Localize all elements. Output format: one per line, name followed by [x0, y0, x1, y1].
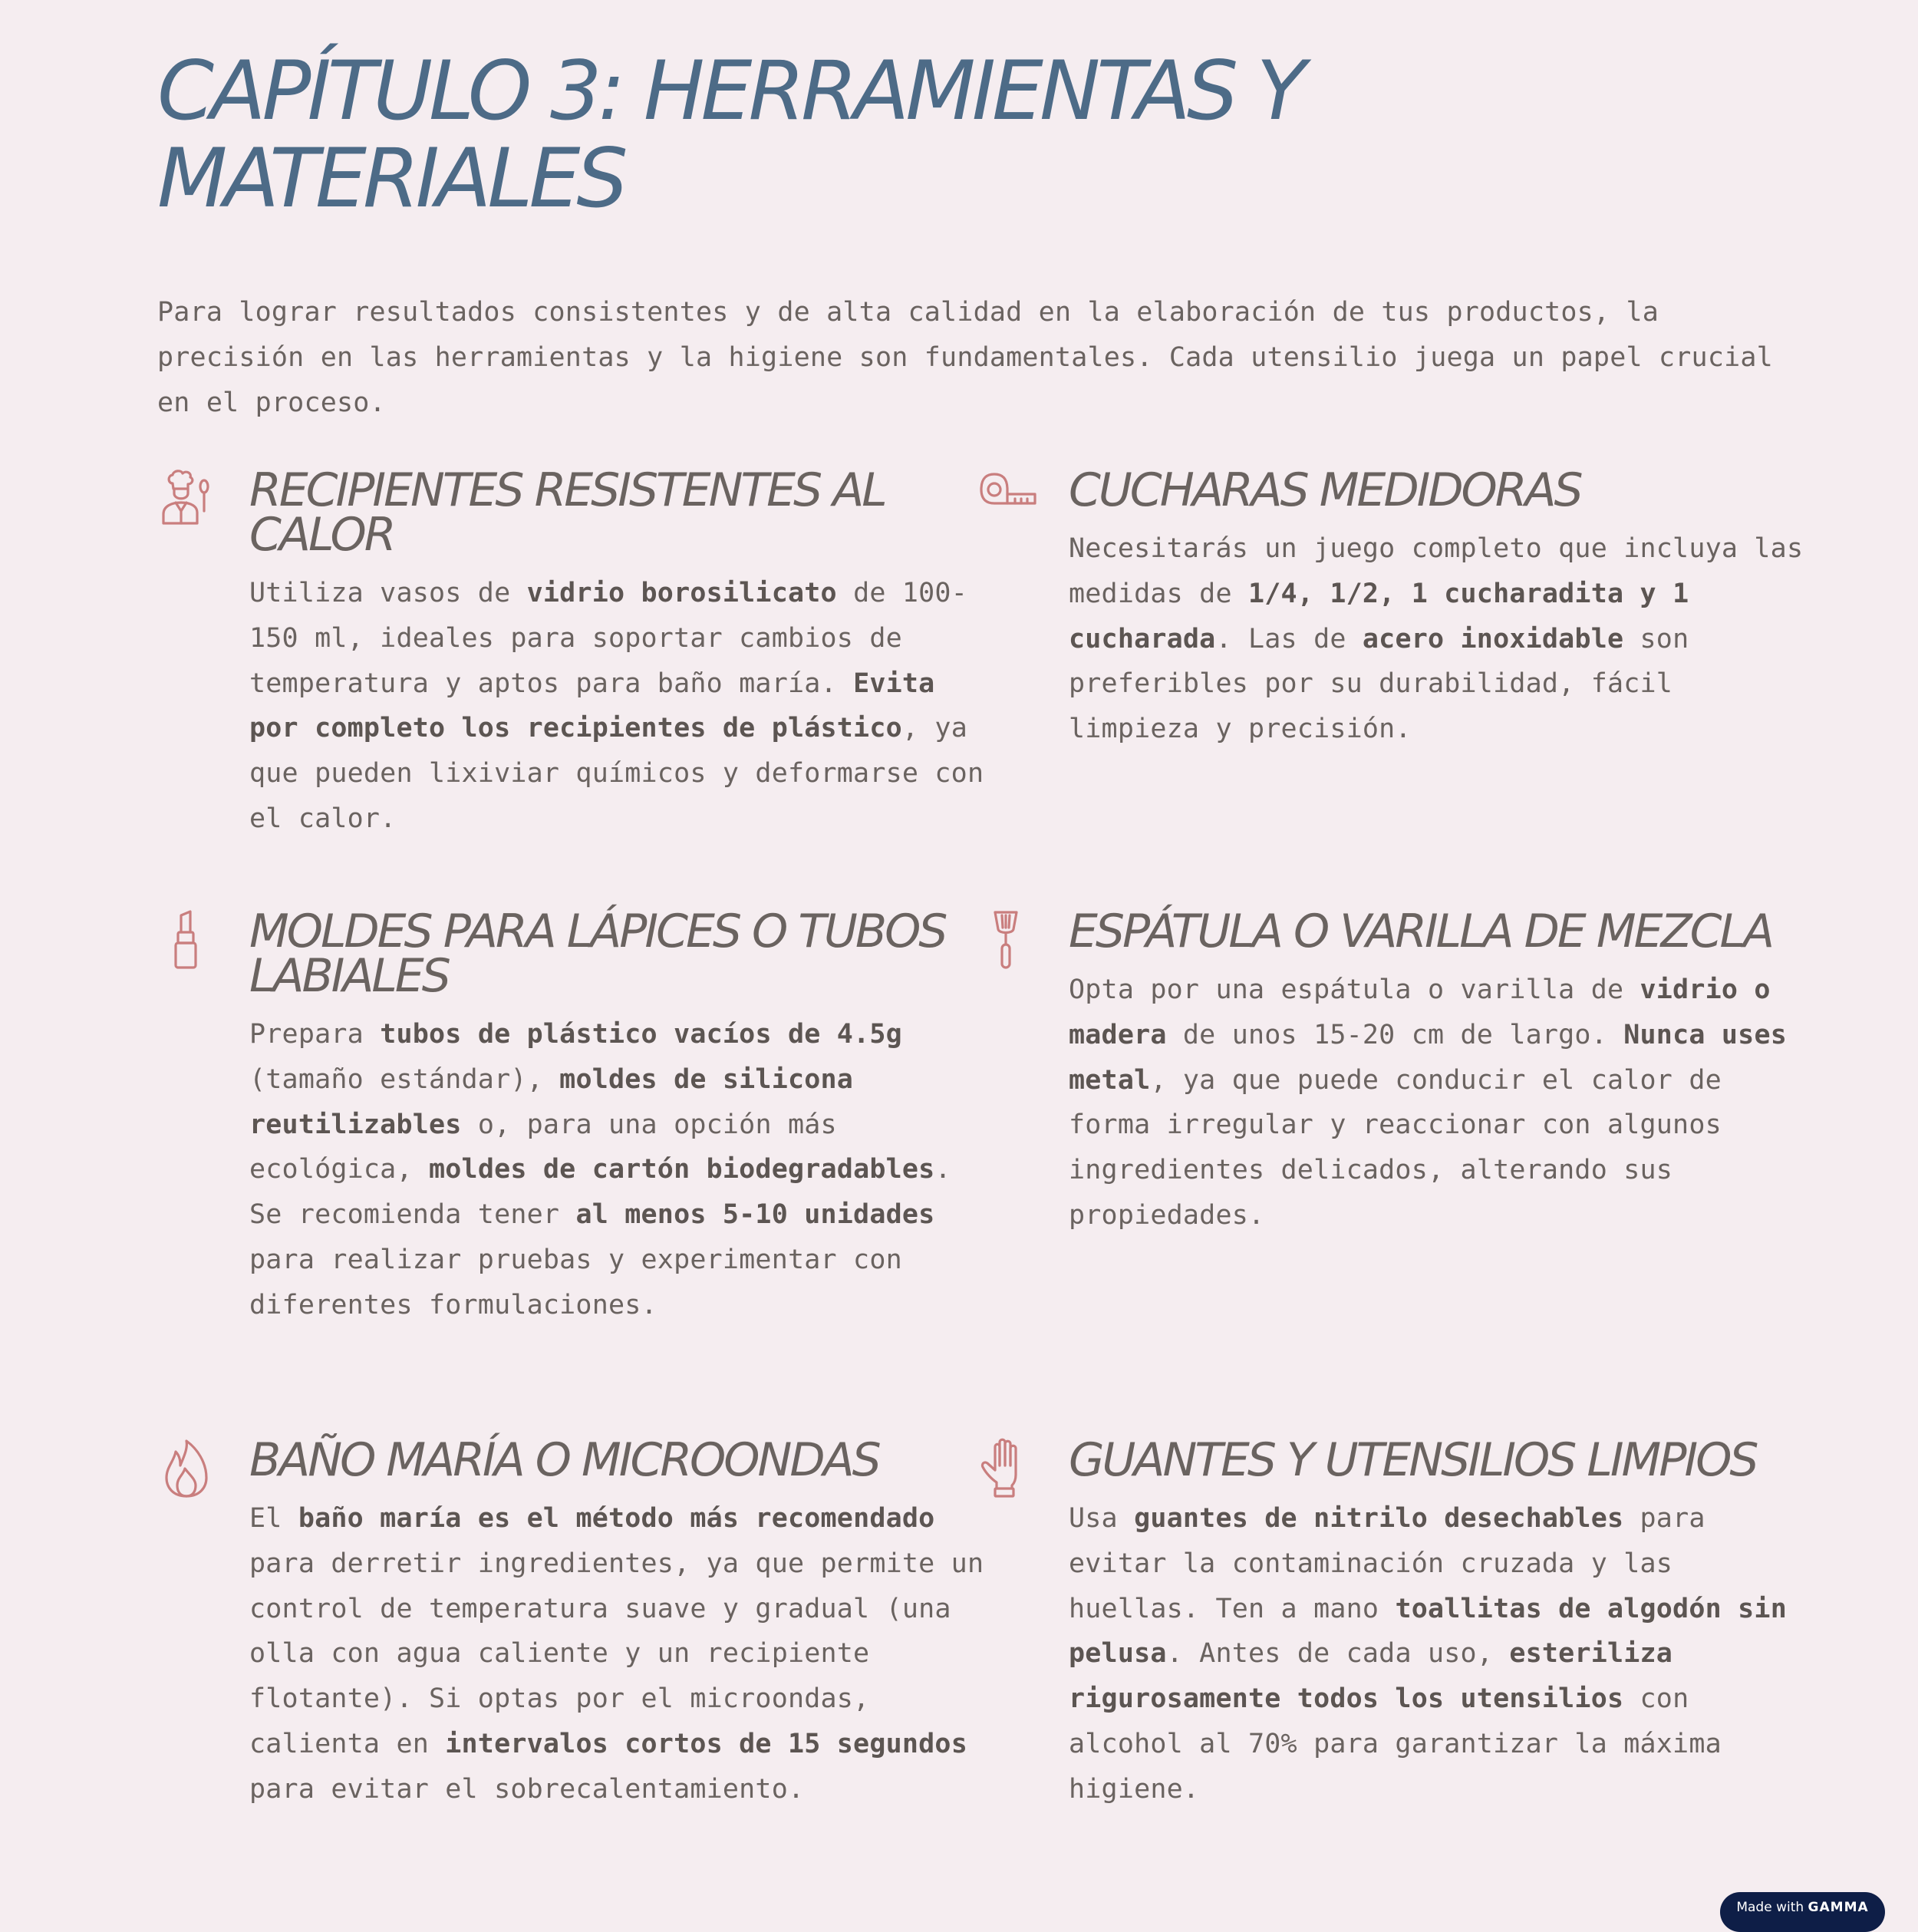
bold-text: moldes de silicona reutilizables	[249, 1063, 854, 1140]
card-title: GUANTES Y UTENSILIOS LIMPIOS	[1069, 1433, 1757, 1487]
card-heat-resistant-containers	[249, 463, 986, 842]
bold-text: intervalos cortos de 15 segundos	[445, 1728, 967, 1759]
bold-text: guantes de nitrilo desechables	[1134, 1503, 1624, 1534]
card-body: Necesitarás un juego completo que incluya las medidas de 1/4, 1/2, 1 cucharadita y 1 cucharada. Las de acero inoxidable son preferibles por su durabilidad, fácil limpieza y precisión.	[1069, 533, 1804, 745]
bold-text: toallitas de algodón sin pelusa	[1069, 1593, 1787, 1670]
bold-text: Evita por completo los recipientes de plástico	[249, 668, 935, 744]
flame-icon	[156, 1438, 217, 1499]
bold-text: 1/4, 1/2, 1 cucharadita y 1 cucharada	[1069, 578, 1689, 654]
tape-measure-icon	[975, 468, 1036, 529]
card-title: RECIPIENTES RESISTENTES AL CALOR	[249, 463, 885, 562]
intro-paragraph: Para lograr resultados consistentes y de alta calidad en la elaboración de tus productos, la precisión en las herramientas y la higiene son fundamentales. Cada utensilio juega un papel crucial en el proceso.	[157, 297, 1773, 418]
card-body: Prepara tubos de plástico vacíos de 4.5g (tamaño estándar), moldes de silicona reutilizables o, para una opción más ecológica, moldes de cartón biodegradables. Se recomienda tener al menos 5-10 unidades para realizar pruebas y experimentar con diferentes formulaciones.	[249, 1019, 951, 1320]
card-title: BAÑO MARÍA O MICROONDAS	[249, 1433, 879, 1487]
card-title: MOLDES PARA LÁPICES O TUBOS LABIALES	[249, 905, 946, 1003]
bold-text: vidrio o madera	[1069, 974, 1771, 1050]
bold-text: acero inoxidable	[1362, 623, 1624, 654]
card-measuring-spoons	[1069, 463, 1805, 752]
card-mixing-spatula	[1069, 905, 1805, 1238]
card-body: El baño maría es el método más recomendado para derretir ingredientes, ya que permite un control de temperatura suave y gradual (una olla con agua caliente y un recipiente flotante). Si optas por el microondas, calienta en intervalos cortos de 15 segundos para evitar el sobrecalentamiento.	[249, 1503, 984, 1805]
lipstick-icon	[156, 909, 217, 971]
card-gloves-clean-tools	[1069, 1433, 1805, 1812]
card-body: Utiliza vasos de vidrio borosilicato de 100-150 ml, ideales para soportar cambios de temperatura y aptos para baño maría. Evita por completo los recipientes de plástico, ya que pueden lixiviar químicos y deformarse con el calor.	[249, 578, 984, 834]
bold-text: baño maría es el método más recomendado	[298, 1503, 935, 1534]
bold-text: al menos 5-10 unidades	[575, 1199, 935, 1231]
bold-text: tubos de plástico vacíos de 4.5g	[380, 1019, 902, 1050]
card-water-bath	[249, 1433, 986, 1812]
glove-icon	[975, 1438, 1036, 1499]
card-body: Opta por una espátula o varilla de vidrio o madera de unos 15-20 cm de largo. Nunca uses metal, ya que puede conducir el calor de forma irregular y reaccionar con algunos ingredientes delicados, alterando sus propiedades.	[1069, 974, 1787, 1231]
bold-text: Nunca uses metal	[1069, 1019, 1787, 1096]
card-body: Usa guantes de nitrilo desechables para evitar la contaminación cruzada y las huellas. Ten a mano toallitas de algodón sin pelusa. Antes de cada uso, esteriliza rigurosamente todos los utensilios con alcohol al 70% para garantizar la máxima higiene.	[1069, 1503, 1787, 1805]
bold-text: esteriliza rigurosamente todos los utensilios	[1069, 1638, 1673, 1715]
made-with-gamma-badge[interactable]	[1720, 1892, 1885, 1932]
card-title: ESPÁTULA O VARILLA DE MEZCLA	[1069, 905, 1772, 958]
page-title: CAPÍTULO 3: HERRAMIENTAS Y MATERIALES	[157, 44, 1303, 226]
badge-brand: GAMMA	[1808, 1900, 1869, 1915]
bold-text: vidrio borosilicato	[526, 578, 837, 608]
card-lipstick-molds	[249, 905, 986, 1328]
badge-prefix: Made with	[1736, 1900, 1804, 1915]
card-title: CUCHARAS MEDIDORAS	[1069, 463, 1581, 517]
chef-icon	[156, 468, 217, 529]
bold-text: moldes de cartón biodegradables	[429, 1154, 935, 1185]
spatula-icon	[975, 909, 1036, 971]
